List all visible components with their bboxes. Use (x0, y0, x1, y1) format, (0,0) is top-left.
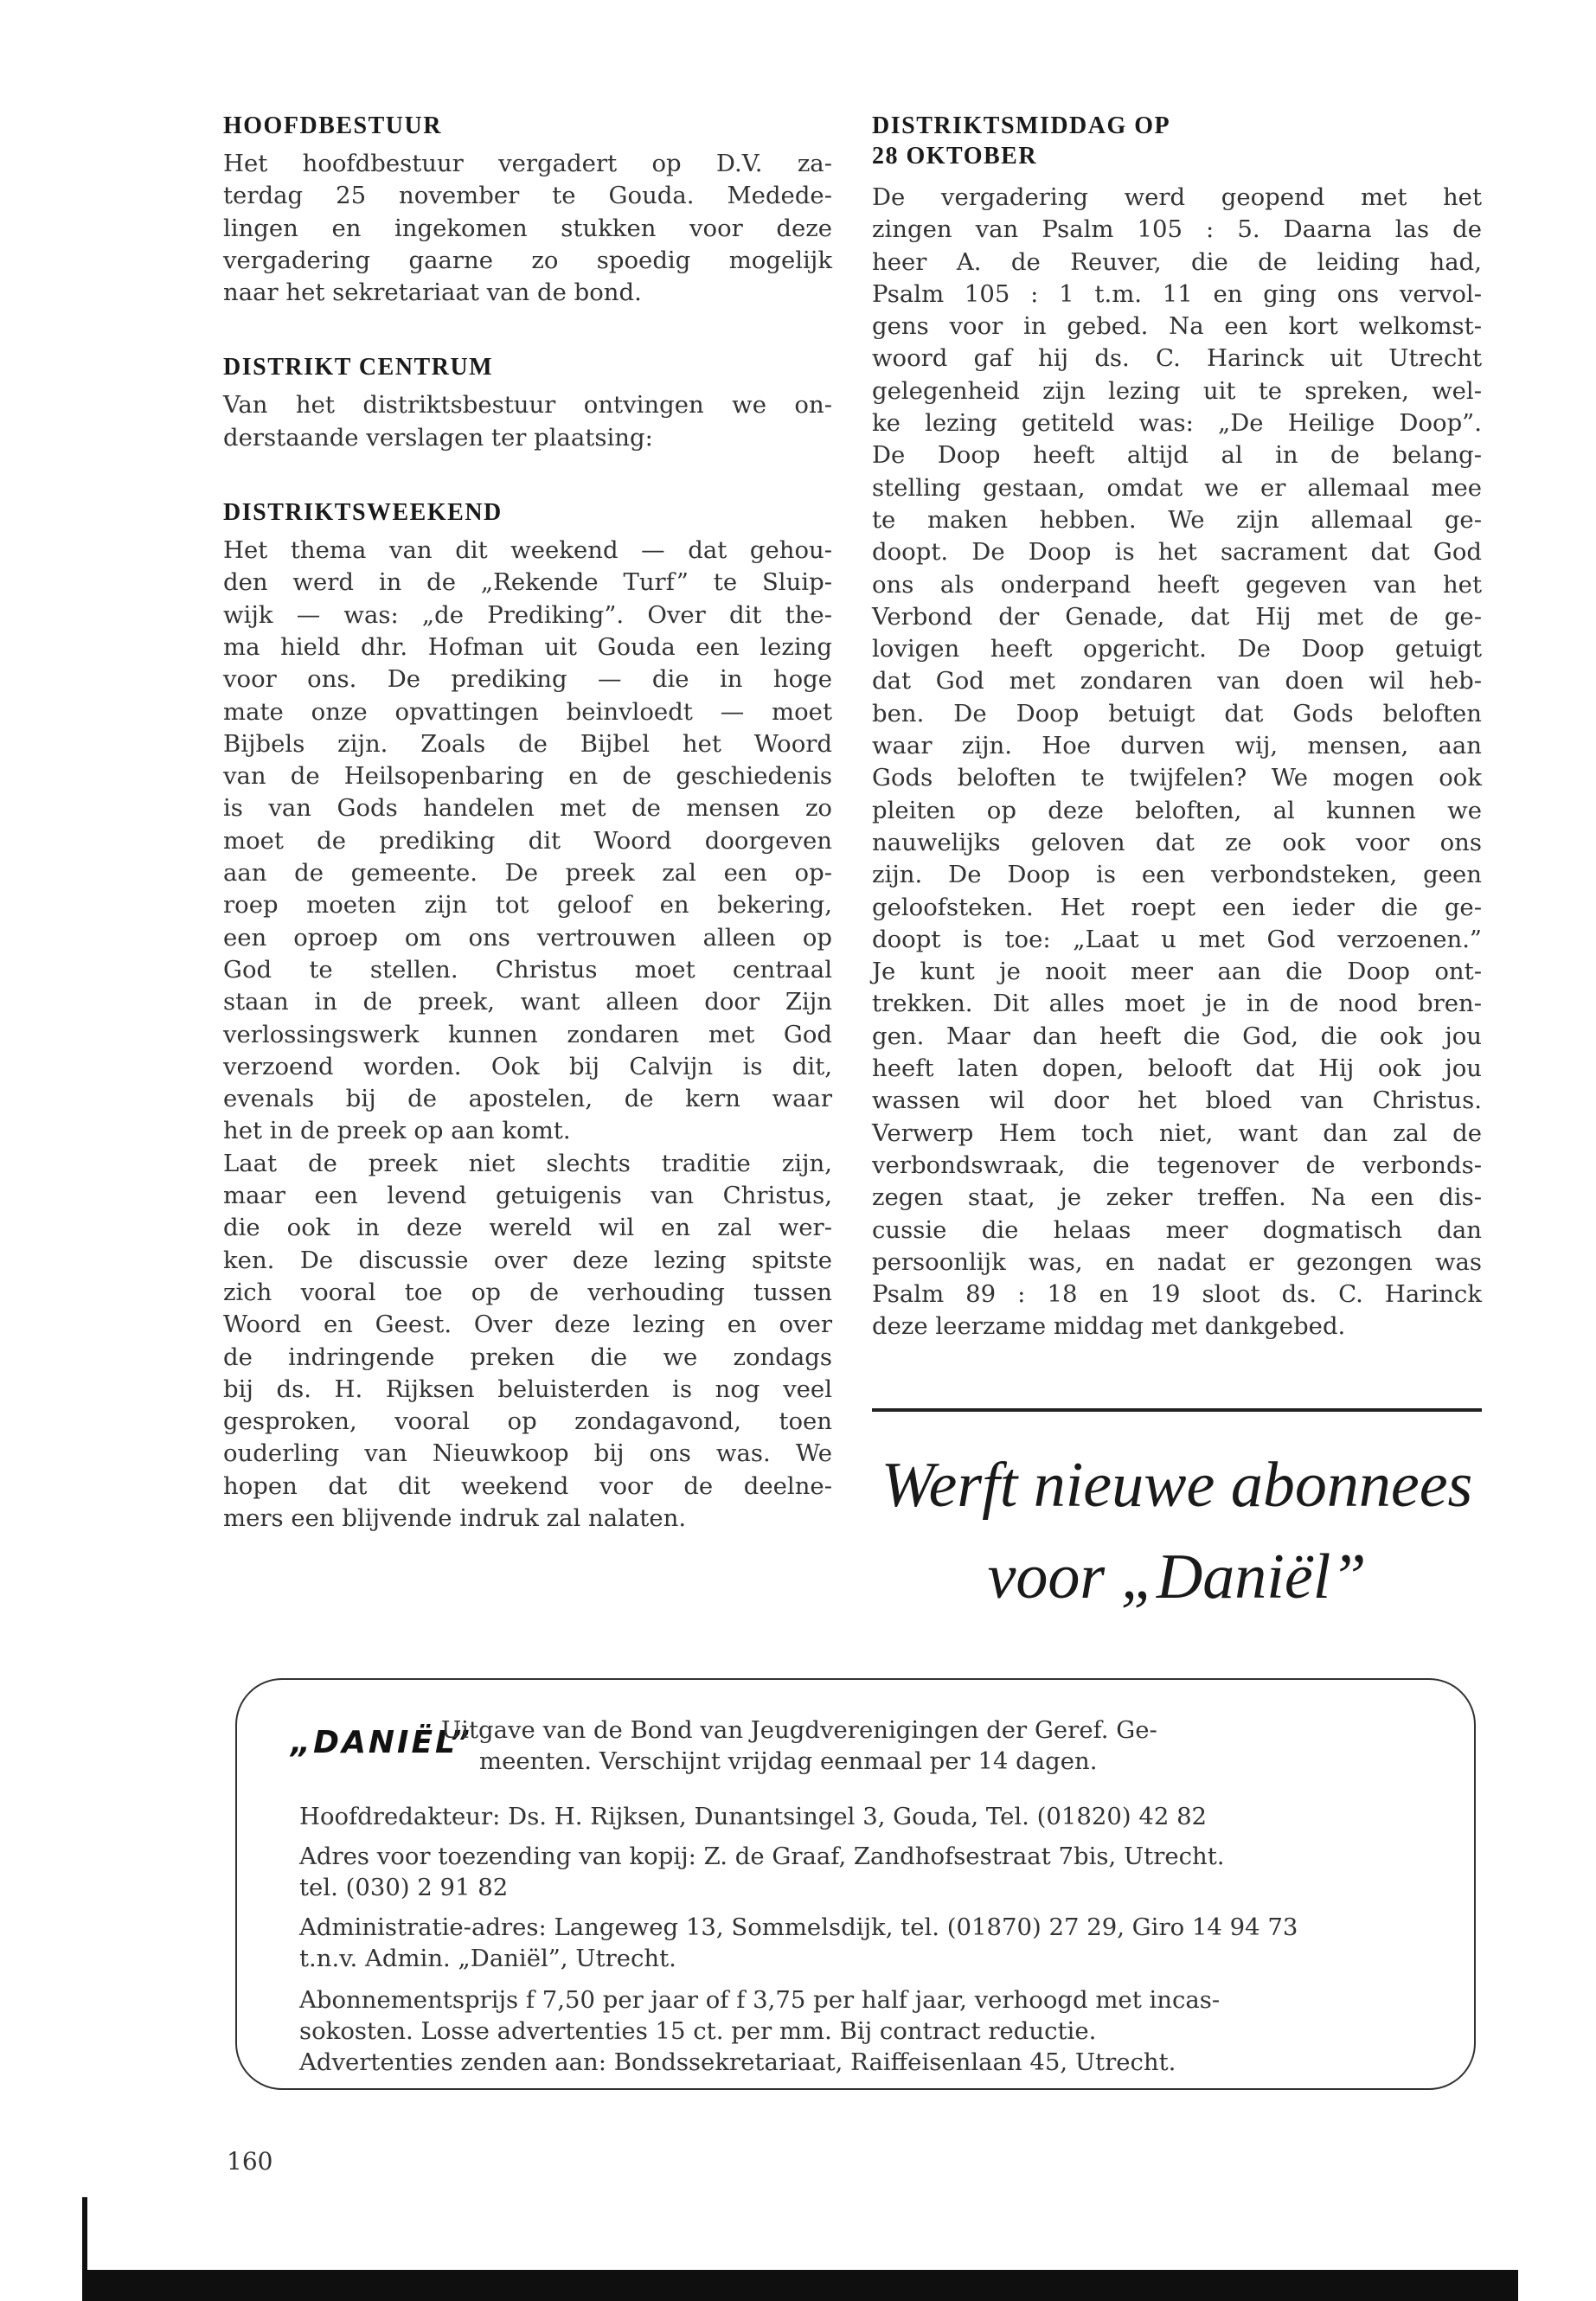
section-distriktsmiddag (872, 111, 1482, 1343)
heading-distrikt-centrum: DISTRIKT CENTRUM (223, 354, 494, 381)
text-line: Het thema van dit weekend — dat gehou- (223, 536, 832, 565)
paragraph-hoofdbestuur (223, 148, 832, 309)
colophon-text: Abonnementsprijs f 7,50 per jaar of f 3,75 per half jaar, verhoogd met incas- (299, 1986, 1221, 2014)
text-line: Het hoofdbestuur vergadert op D.V. za- (223, 150, 832, 177)
text-line: te maken hebben. We zijn allemaal ge- (872, 505, 1482, 534)
text-line: stelling gestaan, omdat we er allemaal mee (872, 473, 1482, 502)
text-line: een oproep om ons vertrouwen alleen op (223, 923, 832, 952)
text-line: Bijbels zijn. Zoals de Bijbel het Woord (223, 729, 832, 758)
colophon-text: Administratie-adres: Langeweg 13, Sommelsdijk, tel. (01870) 27 29, Giro 14 94 73 (299, 1913, 1298, 1941)
text-line: nauwelijks geloven dat ze ook voor ons (872, 828, 1482, 856)
text-line: verbondswraak, die tegenover de verbonds- (872, 1150, 1482, 1179)
advert-divider (872, 1408, 1482, 1412)
text-line: naar het sekretariaat van de bond. (223, 279, 642, 307)
text-line: derstaande verslagen ter plaatsing: (223, 423, 653, 452)
text-line: aan de gemeente. De preek zal een op- (223, 859, 832, 888)
text-line: Psalm 105 : 1 t.m. 11 en ging ons vervol- (872, 279, 1482, 308)
text-line: zich vooral toe op de verhouding tussen (223, 1278, 832, 1306)
text-line: waar zijn. Hoe durven wij, mensen, aan (872, 732, 1482, 760)
right-column (872, 111, 1482, 1343)
text-line: mers een blijvende indruk zal nalaten. (223, 1503, 687, 1532)
text-line: zingen van Psalm 105 : 5. Daarna las de (872, 215, 1482, 244)
colophon-admin (299, 1912, 1298, 1974)
text-line: woord gaf hij ds. C. Harinck uit Utrecht (872, 344, 1482, 373)
colophon-abonnement (299, 1984, 1220, 2078)
paragraph-distriktsweekend (223, 535, 832, 1535)
text-line: heer A. de Reuver, die de leiding had, (872, 247, 1482, 276)
text-line: het in de preek op aan komt. (223, 1117, 571, 1145)
scan-edge (82, 2197, 87, 2275)
text-line: moet de prediking dit Woord doorgeven (223, 826, 832, 855)
text-line: cussie die helaas meer dogmatisch dan (872, 1215, 1482, 1244)
text-line: ouderling van Nieuwkoop bij ons was. We (223, 1439, 832, 1468)
text-line: ken. De discussie over deze lezing spitste (223, 1246, 832, 1274)
text-line: voor ons. De prediking — die in hoge (223, 665, 832, 694)
left-column (223, 111, 832, 1535)
text-line: doopt. De Doop is het sacrament dat God (872, 538, 1482, 567)
scan-bottom-border (82, 2270, 1518, 2301)
text-line: zijn. De Doop is een verbondsteken, geen (872, 861, 1482, 889)
text-line: van de Heilsopenbaring en de geschiedenis (223, 762, 832, 791)
text-line: de indringende preken die we zondags (223, 1343, 832, 1371)
text-line: Van het distriktsbestuur ontvingen we on- (223, 391, 832, 420)
text-line: pleiten op deze beloften, al kunnen we (872, 796, 1482, 824)
text-line: lingen en ingekomen stukken voor deze (223, 214, 832, 242)
text-line: De Doop heeft altijd al in de belang- (872, 441, 1482, 470)
text-line: persoonlijk was, en nadat er gezongen was (872, 1247, 1482, 1276)
text-line: heeft laten dopen, belooft dat Hij ook jou (872, 1054, 1482, 1083)
colophon-text: Hoofdredakteur: Ds. H. Rijksen, Dunantsingel 3, Gouda, Tel. (01820) 42 82 (299, 1803, 1208, 1830)
daniel-logo: „DANIËL” (291, 1725, 472, 1760)
colophon-text: Adres voor toezending van kopij: Z. de Graaf, Zandhofsestraat 7bis, Utrecht. (299, 1843, 1225, 1870)
text-line: ben. De Doop betuigt dat Gods beloften (872, 699, 1482, 727)
text-line: den werd in de „Rekende Turf” te Sluip- (223, 568, 832, 597)
section-distriktsweekend (223, 497, 832, 1535)
text-line: ma hield dhr. Hofman uit Gouda een lezing (223, 632, 832, 661)
text-line: verlossingswerk kunnen zondaren met God (223, 1020, 832, 1048)
text-line: ke lezing getiteld was: „De Heilige Doop”. (872, 409, 1482, 438)
text-line: gelegenheid zijn lezing uit te spreken, wel- (872, 376, 1482, 405)
text-line: trekken. Dit alles moet je in de nood bren- (872, 990, 1482, 1018)
text-line: gens voor in gebed. Na een kort welkomst- (872, 312, 1482, 341)
paragraph-distriktsmiddag (872, 182, 1482, 1343)
text-line: verzoend worden. Ook bij Calvijn is dit, (223, 1052, 832, 1080)
text-line: vergadering gaarne zo spoedig mogelijk (223, 246, 832, 274)
advert-line-1: Werft nieuwe abonnees (881, 1450, 1473, 1521)
text-line: ons als onderpand heeft gegeven van het (872, 570, 1482, 599)
text-line: terdag 25 november te Gouda. Medede- (223, 182, 832, 210)
text-line: Laat de preek niet slechts traditie zijn, (223, 1149, 832, 1177)
colophon-text: Advertenties zenden aan: Bondssekretariaat, Raiffeisenlaan 45, Utrecht. (299, 2048, 1176, 2076)
colophon-text: sokosten. Losse advertenties 15 ct. per mm. Bij contract reductie. (299, 2017, 1097, 2045)
heading-distriktsweekend: DISTRIKTSWEEKEND (223, 499, 503, 527)
text-line: staan in de preek, want alleen door Zijn (223, 988, 832, 1016)
colophon-hoofdredakteur (299, 1801, 1207, 1832)
page-number: 160 (227, 2147, 273, 2176)
colophon-intro-line: Uitgave van de Bond van Jeugdverenigingen der Geref. Ge- (441, 1716, 1157, 1744)
heading-line: 28 OKTOBER (872, 143, 1038, 170)
paragraph-distrikt-centrum (223, 389, 832, 454)
text-line: De vergadering werd geopend met het (872, 183, 1482, 211)
text-line: roep moeten zijn tot geloof en bekering, (223, 891, 832, 920)
text-line: geloofsteken. Het roept een ieder die ge- (872, 893, 1482, 921)
text-line: Psalm 89 : 18 en 19 sloot ds. C. Harinck (872, 1280, 1482, 1309)
text-line: hopen dat dit weekend voor de deelne- (223, 1471, 832, 1500)
colophon-text: tel. (030) 2 91 82 (299, 1874, 509, 1901)
text-line: wassen wil door het bloed van Christus. (872, 1086, 1482, 1115)
text-line: bij ds. H. Rijksen beluisterden is nog veel (223, 1375, 832, 1403)
text-line: deze leerzame middag met dankgebed. (872, 1312, 1346, 1341)
text-line: wijk — was: „de Prediking”. Over dit the- (223, 600, 832, 629)
text-line: die ook in deze wereld wil en zal wer- (223, 1214, 832, 1242)
text-line: zegen staat, je zeker treffen. Na een dis- (872, 1183, 1482, 1212)
colophon-intro-line: meenten. Verschijnt vrijdag eenmaal per 14 dagen. (479, 1747, 1098, 1775)
colophon-intro (441, 1715, 1157, 1777)
text-line: God te stellen. Christus moet centraal (223, 955, 832, 984)
section-distrikt-centrum (223, 352, 832, 454)
text-line: Verbond der Genade, dat Hij met de ge- (872, 602, 1482, 631)
section-hoofdbestuur (223, 111, 832, 309)
colophon-kopij (299, 1841, 1225, 1903)
advert-line-2: voor „Daniël” (987, 1541, 1367, 1612)
text-line: gen. Maar dan heeft die God, die ook jou (872, 1022, 1482, 1050)
text-line: Verwerp Hem toch niet, want dan zal de (872, 1118, 1482, 1147)
text-line: Gods beloften te twijfelen? We mogen ook (872, 764, 1482, 792)
heading-hoofdbestuur: HOOFDBESTUUR (223, 112, 442, 139)
text-line: mate onze opvattingen beinvloedt — moet (223, 697, 832, 726)
text-line: doopt is toe: „Laat u met God verzoenen.” (872, 925, 1482, 953)
colophon-text: t.n.v. Admin. „Daniël”, Utrecht. (299, 1945, 676, 1972)
text-line: Je kunt je nooit meer aan die Doop ont- (872, 958, 1482, 986)
text-line: evenals bij de apostelen, de kern waar (223, 1085, 832, 1113)
text-line: maar een levend getuigenis van Christus, (223, 1182, 832, 1210)
text-line: Woord en Geest. Over deze lezing en over (223, 1311, 832, 1339)
heading-line: DISTRIKTSMIDDAG OP (872, 112, 1171, 139)
text-line: lovigen heeft opgericht. De Doop getuigt (872, 635, 1482, 663)
heading-distriktsmiddag (872, 111, 1482, 171)
text-line: is van Gods handelen met de mensen zo (223, 794, 832, 823)
text-line: dat God met zondaren van doen wil heb- (872, 667, 1482, 695)
text-line: gesproken, vooral op zondagavond, toen (223, 1407, 832, 1436)
